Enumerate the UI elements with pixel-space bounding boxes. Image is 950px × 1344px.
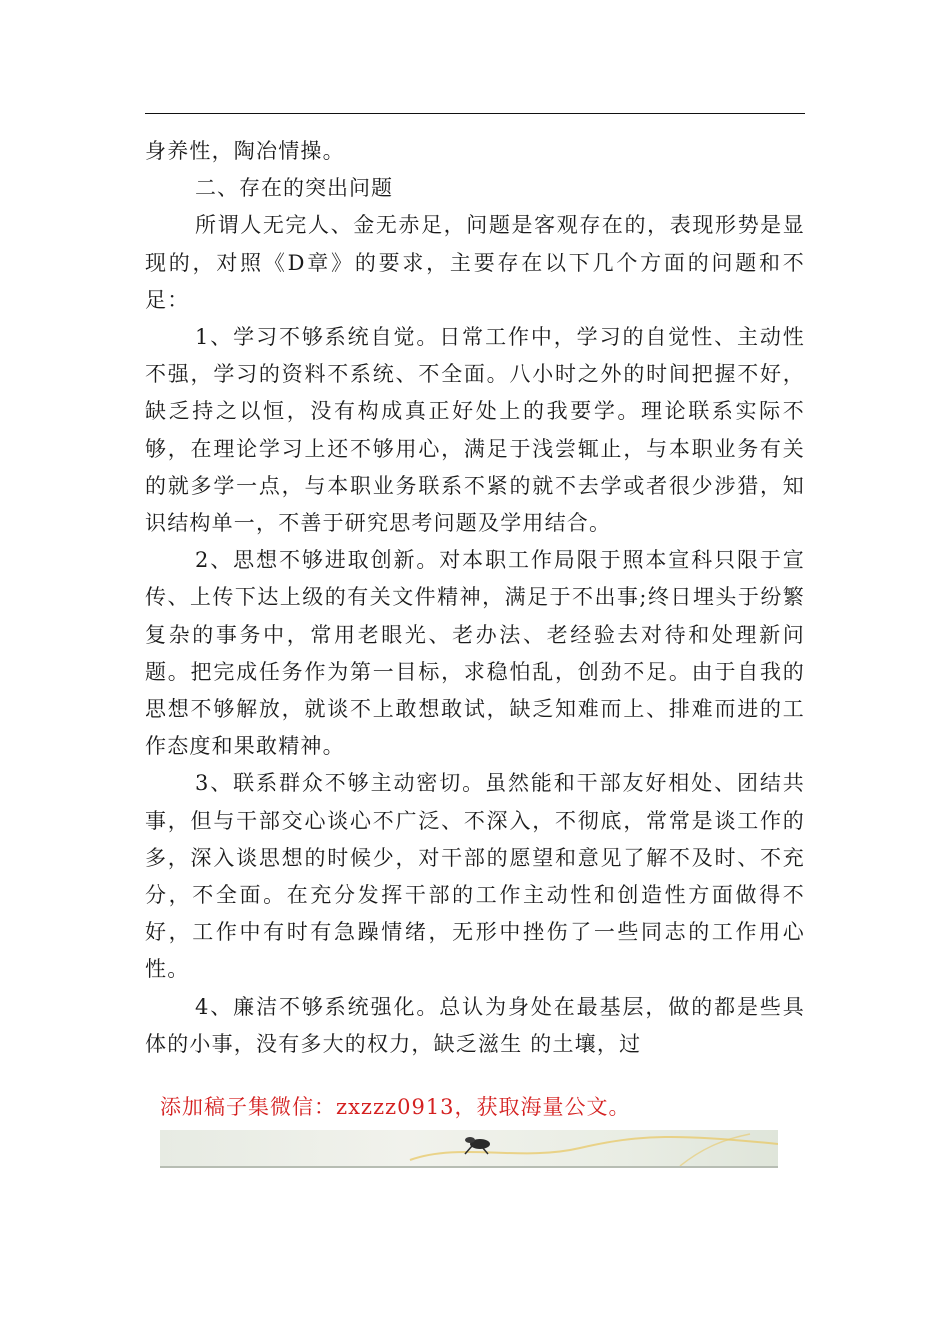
section-heading: 二、存在的突出问题 bbox=[195, 176, 393, 201]
issue-paragraph-4: 4、廉洁不够系统强化。总认为身处在最基层，做的都是些具体的小事，没有多大的权力，缺乏滋生 的土壤，过 bbox=[145, 994, 805, 1056]
banner-artwork bbox=[160, 1130, 778, 1166]
issue-paragraph-3: 3、联系群众不够主动密切。虽然能和干部友好相处、团结共事，但与干部交心谈心不广泛、不深入，不彻底，常常是谈工作的多，深入谈思想的时候少，对干部的愿望和意见了解不及时、不充分，不全面。在充分发挥干部的工作主动性和创造性方面做得不好，工作中有时有急躁情绪，无形中挫伤了一些同志的工作用心性。 bbox=[145, 771, 805, 982]
promo-text: 添加稿子集微信：zxzzz0913，获取海量公文。 bbox=[160, 1095, 631, 1119]
issue-paragraph-1: 1、学习不够系统自觉。日常工作中，学习的自觉性、主动性不强，学习的资料不系统、不全面。八小时之外的时间把握不好，缺乏持之以恒，没有构成真正好处上的我要学。理论联系实际不够，在理论学习上还不够用心，满足于浅尝辄止，与本职业务有关的就多学一点，与本职业务联系不紧的就不去学或者很少涉猎，知识结构单一，不善于研究思考问题及学用结合。 bbox=[145, 325, 805, 536]
decorative-banner-image bbox=[160, 1130, 778, 1168]
document-body bbox=[145, 133, 805, 1063]
body-paragraph-continued: 身养性，陶冶情操。 bbox=[145, 139, 345, 163]
intro-paragraph: 所谓人无完人、金无赤足，问题是客观存在的，表现形势是显现的，对照《D章》的要求，主要存在以下几个方面的问题和不足： bbox=[145, 213, 805, 312]
header-rule bbox=[145, 113, 805, 114]
issue-paragraph-2: 2、思想不够进取创新。对本职工作局限于照本宣科只限于宣传、上传下达上级的有关文件精神，满足于不出事;终日埋头于纷繁复杂的事务中，常用老眼光、老办法、老经验去对待和处理新问题。把完成任务作为第一目标，求稳怕乱，创劲不足。由于自我的思想不够解放，就谈不上敢想敢试，缺乏知难而上、排难而进的工作态度和果敢精神。 bbox=[145, 548, 805, 759]
